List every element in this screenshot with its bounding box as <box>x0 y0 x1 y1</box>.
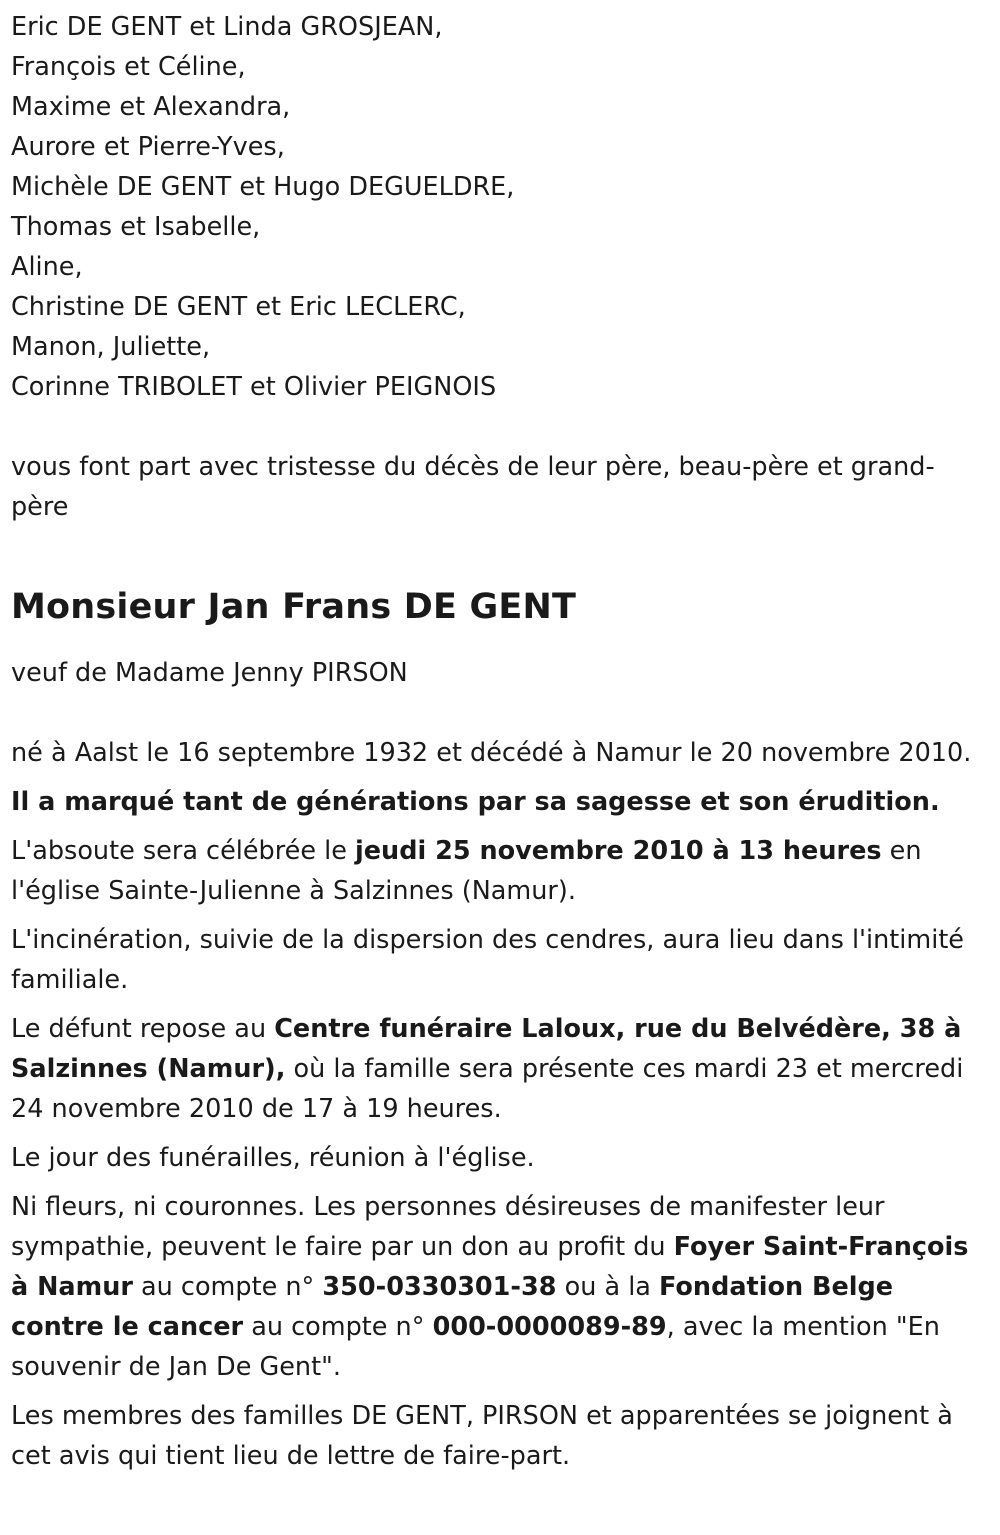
birth-death-text: né à Aalst le 16 septembre 1932 et décédé à Namur le 20 novembre 2010. <box>11 738 972 768</box>
family-line: Aline, <box>11 252 83 282</box>
repose-paragraph <box>11 1009 989 1129</box>
donation-account-2: 000-0000089-89 <box>432 1312 667 1342</box>
donations-part5: , avec la mention "En souvenir de Jan De Gent". <box>11 1312 940 1382</box>
donations-paragraph <box>11 1187 989 1387</box>
incineration-paragraph: L'incinération, suivie de la dispersion des cendres, aura lieu dans l'intimité familiale. <box>11 925 965 995</box>
family-line: Aurore et Pierre-Yves, <box>11 132 285 162</box>
family-line: Maxime et Alexandra, <box>11 92 291 122</box>
tribute-bold: Il a marqué tant de générations par sa sagesse et son érudition. <box>11 787 940 817</box>
donations-part1: Ni fleurs, ni couronnes. Les personnes désireuses de manifester leur sympathie, peuvent le faire par un don au profit du <box>11 1192 885 1262</box>
reunion-paragraph: Le jour des funérailles, réunion à l'église. <box>11 1143 535 1173</box>
donation-org-fondation: Fondation Belge contre le cancer <box>11 1272 894 1342</box>
family-line: Thomas et Isabelle, <box>11 212 261 242</box>
family-line: Manon, Juliette, <box>11 332 211 362</box>
donations-part2: au compte n° <box>132 1272 323 1302</box>
family-list <box>11 7 989 407</box>
family-line: Corinne TRIBOLET et Olivier PEIGNOIS <box>11 372 497 402</box>
family-line: François et Céline, <box>11 52 246 82</box>
absoute-paragraph <box>11 831 989 911</box>
donation-org-foyer: Foyer Saint-François à Namur <box>11 1232 969 1302</box>
absoute-before: L'absoute sera célébrée le <box>11 836 356 866</box>
tribute-text <box>11 782 989 822</box>
family-line: Christine DE GENT et Eric LECLERC, <box>11 292 466 322</box>
donation-account-1: 350-0330301-38 <box>322 1272 557 1302</box>
absoute-after: en l'église Sainte-Julienne à Salzinnes (Namur). <box>11 836 922 906</box>
donations-part4: au compte n° <box>243 1312 433 1342</box>
repose-before: Le défunt repose au <box>11 1014 275 1044</box>
widower-of-text: veuf de Madame Jenny PIRSON <box>11 658 408 688</box>
donations-part3: ou à la <box>556 1272 660 1302</box>
family-line: Michèle DE GENT et Hugo DEGUELDRE, <box>11 172 515 202</box>
repose-after: où la famille sera présente ces mardi 23 et mercredi 24 novembre 2010 de 17 à 19 heures. <box>11 1054 964 1124</box>
intro-text: vous font part avec tristesse du décès de leur père, beau-père et grand-père <box>11 452 935 522</box>
deceased-name: Monsieur Jan Frans DE GENT <box>11 587 577 627</box>
repose-place: Centre funéraire Laloux, rue du Belvédère, 38 à Salzinnes (Namur), <box>11 1014 962 1084</box>
closing-paragraph: Les membres des familles DE GENT, PIRSON et apparentées se joignent à cet avis qui tient lieu de lettre de faire-part. <box>11 1401 953 1471</box>
absoute-date-time: jeudi 25 novembre 2010 à 13 heures <box>355 836 882 866</box>
family-line: Eric DE GENT et Linda GROSJEAN, <box>11 12 443 42</box>
